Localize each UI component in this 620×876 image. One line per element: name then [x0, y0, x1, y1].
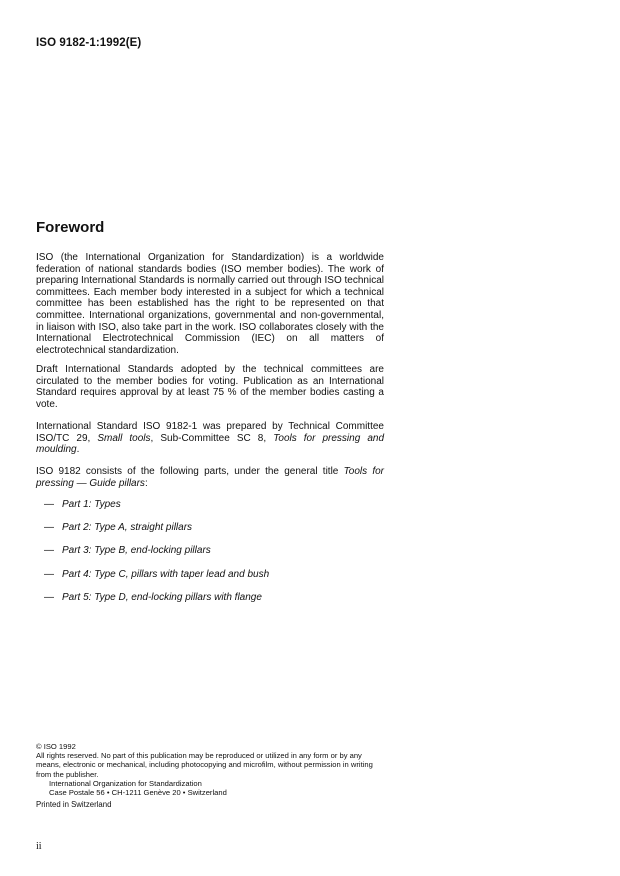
list-item [44, 592, 269, 615]
list-item [44, 499, 269, 522]
list-dash: — [44, 545, 54, 557]
foreword-paragraph-1: ISO (the International Organization for Standardization) is a worldwide federation of national standards bodies (ISO member bodies). The work of preparing International Standards is normally carried out through ISO technical committees. Each member body interested in a subject for which a technical committee has been established has the right to be represented on that committee. International organizations, governmental and non-governmental, in liaison with ISO, also take part in the work. ISO collaborates closely with the International Electrotechnical Commission (IEC) on all matters of electrotechnical standardization. [36, 252, 384, 356]
para3-text-1: International Standard ISO 9182-1 was prepared by Technical Committee ISO/TC 29, [36, 421, 384, 444]
list-item [44, 522, 269, 545]
para3-italic-2: Tools for pressing and moulding [36, 432, 385, 456]
copyright-block [36, 742, 386, 809]
parts-list [44, 499, 269, 615]
para4-italic-1: Tools for pressing — Guide pillars [36, 466, 385, 489]
part-label: Part 4: Type C, pillars with taper lead and bush [62, 568, 270, 580]
list-dash: — [44, 591, 54, 603]
publisher-name: International Organization for Standardization [49, 778, 202, 788]
list-dash: — [44, 499, 54, 510]
document-id: ISO 9182-1:1992(E) [36, 37, 142, 49]
copyright-line: © ISO 1992 [36, 742, 76, 751]
publisher-address: Case Postale 56 • CH-1211 Genève 20 • Switzerland [49, 788, 227, 798]
list-dash: — [44, 568, 54, 580]
part-label: Part 1: Types [62, 499, 121, 510]
rights-notice: All rights reserved. No part of this publication may be reproduced or utilized in any form or by any means, electronic or mechanical, including photocopying and microfilm, without permission in writing from the publisher. [36, 751, 373, 779]
list-item [44, 569, 269, 592]
list-item [44, 545, 269, 568]
foreword-paragraph-3 [36, 421, 384, 456]
para4-text-1: ISO 9182 consists of the following parts, under the general title [36, 466, 344, 477]
part-label: Part 5: Type D, end-locking pillars with flange [62, 591, 262, 603]
para3-text-3: . [76, 444, 80, 456]
para3-text-2: , Sub-Committee SC 8, [150, 432, 274, 444]
foreword-heading: Foreword [36, 219, 105, 236]
para4-text-2: : [144, 477, 148, 489]
foreword-paragraph-2: Draft International Standards adopted by the technical committees are circulated to the member bodies for voting. Publication as an International Standard requires approval by at least 75 % of the member bodies casting a vote. [36, 364, 384, 410]
page-number: ii [36, 841, 42, 852]
foreword-paragraph-4 [36, 466, 384, 489]
printed-in: Printed in Switzerland [36, 800, 112, 810]
para3-italic-1: Small tools [97, 432, 151, 444]
part-label: Part 2: Type A, straight pillars [62, 522, 193, 534]
part-label: Part 3: Type B, end-locking pillars [62, 545, 211, 557]
list-dash: — [44, 522, 54, 534]
